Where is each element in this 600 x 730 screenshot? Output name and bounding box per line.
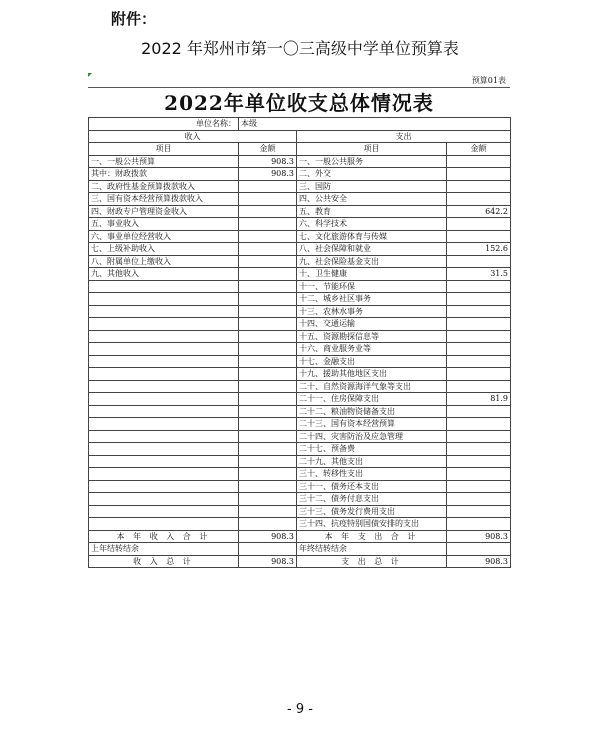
expense-amount-cell xyxy=(447,480,511,493)
income-amount-cell xyxy=(239,293,297,306)
expense-amount-cell xyxy=(447,180,511,193)
page-number: - 9 - xyxy=(287,702,313,717)
table-row xyxy=(89,155,511,168)
carry-out-amount xyxy=(447,543,511,556)
expense-item-cell: 十七、金融支出 xyxy=(297,355,447,368)
expense-item-cell: 六、科学技术 xyxy=(297,218,447,231)
expense-item-cell: 三十、转移性支出 xyxy=(297,468,447,481)
expense-amount-cell: 152.6 xyxy=(447,243,511,256)
income-item-cell: 一、一般公共预算 xyxy=(89,155,239,168)
income-item-cell xyxy=(89,293,239,306)
expense-item-cell: 三、国防 xyxy=(297,180,447,193)
income-amount-cell xyxy=(239,193,297,206)
expense-amount-cell xyxy=(447,493,511,506)
income-amount-cell xyxy=(239,518,297,531)
expense-item-cell: 十一、节能环保 xyxy=(297,280,447,293)
expense-item-cell: 十六、商业服务业等 xyxy=(297,343,447,356)
expense-item-cell: 二十九、其他支出 xyxy=(297,455,447,468)
income-item-cell xyxy=(89,280,239,293)
table-row xyxy=(89,368,511,381)
expense-amount-cell xyxy=(447,418,511,431)
carry-in-label: 上年结转结余 xyxy=(89,543,239,556)
table-row xyxy=(89,168,511,181)
income-amount-cell xyxy=(239,330,297,343)
expense-item-cell: 二十一、住房保障支出 xyxy=(297,393,447,406)
income-item-cell xyxy=(89,330,239,343)
income-total-amount: 908.3 xyxy=(239,555,297,568)
income-item-cell: 五、事业收入 xyxy=(89,218,239,231)
income-amount-cell xyxy=(239,443,297,456)
expense-amount-cell xyxy=(447,443,511,456)
expense-amount-cell xyxy=(447,343,511,356)
table-row xyxy=(89,180,511,193)
budget-sheet xyxy=(88,73,510,623)
income-item-cell xyxy=(89,480,239,493)
column-header-row xyxy=(89,143,511,156)
income-amount-cell: 908.3 xyxy=(239,155,297,168)
table-title: 2022年单位收支总体情况表 xyxy=(88,87,510,118)
unit-value: 本级 xyxy=(239,118,511,131)
expense-item-cell: 二十、自然资源海洋气象等支出 xyxy=(297,380,447,393)
carry-over-row xyxy=(89,543,511,556)
expense-item-cell: 十九、援助其他地区支出 xyxy=(297,368,447,381)
income-amount-cell xyxy=(239,268,297,281)
income-item-cell: 六、事业单位经营收入 xyxy=(89,230,239,243)
carry-in-amount xyxy=(239,543,297,556)
table-row xyxy=(89,493,511,506)
table-row xyxy=(89,518,511,531)
expense-item-cell: 一、一般公共服务 xyxy=(297,155,447,168)
expense-amount-cell xyxy=(447,280,511,293)
income-item-cell xyxy=(89,318,239,331)
income-amount-cell xyxy=(239,493,297,506)
income-item-cell: 其中：财政拨款 xyxy=(89,168,239,181)
income-amount-cell xyxy=(239,318,297,331)
expense-item-cell: 十、卫生健康 xyxy=(297,268,447,281)
expense-item-cell: 五、教育 xyxy=(297,205,447,218)
expense-item-cell: 四、公共安全 xyxy=(297,193,447,206)
expense-amount-cell xyxy=(447,305,511,318)
income-amount-cell xyxy=(239,393,297,406)
table-row xyxy=(89,505,511,518)
income-amount-cell xyxy=(239,468,297,481)
income-item-cell: 三、国有资本经营预算拨款收入 xyxy=(89,193,239,206)
expense-amount-cell xyxy=(447,293,511,306)
year-total-row xyxy=(89,530,511,543)
expense-item-header: 项目 xyxy=(297,143,447,156)
expense-item-cell: 二十二、粮油物资储备支出 xyxy=(297,405,447,418)
expense-amount-cell xyxy=(447,405,511,418)
expense-amount-cell xyxy=(447,318,511,331)
table-row xyxy=(89,193,511,206)
table-row xyxy=(89,230,511,243)
expense-amount-cell xyxy=(447,430,511,443)
income-amount-cell xyxy=(239,205,297,218)
income-item-cell: 八、附属单位上缴收入 xyxy=(89,255,239,268)
expense-item-cell: 三十一、债务还本支出 xyxy=(297,480,447,493)
income-item-cell xyxy=(89,393,239,406)
income-item-cell xyxy=(89,405,239,418)
expense-amount-cell: 642.2 xyxy=(447,205,511,218)
table-row xyxy=(89,405,511,418)
expense-item-cell: 三十二、债务付息支出 xyxy=(297,493,447,506)
expense-item-cell: 二、外交 xyxy=(297,168,447,181)
income-item-cell xyxy=(89,518,239,531)
form-code: 预算01表 xyxy=(471,76,506,85)
income-amount-cell xyxy=(239,505,297,518)
table-row xyxy=(89,443,511,456)
income-item-cell: 四、财政专户管理资金收入 xyxy=(89,205,239,218)
expense-amount-cell xyxy=(447,230,511,243)
expense-item-cell: 七、文化旅游体育与传媒 xyxy=(297,230,447,243)
income-amount-cell xyxy=(239,380,297,393)
income-item-cell xyxy=(89,355,239,368)
table-row xyxy=(89,280,511,293)
expense-amount-header: 金额 xyxy=(447,143,511,156)
expense-amount-cell: 31.5 xyxy=(447,268,511,281)
income-item-cell xyxy=(89,368,239,381)
expense-total-amount: 908.3 xyxy=(447,555,511,568)
expense-amount-cell xyxy=(447,155,511,168)
income-item-cell xyxy=(89,305,239,318)
expense-item-cell: 十五、资源勘探信息等 xyxy=(297,330,447,343)
income-year-total-amount: 908.3 xyxy=(239,530,297,543)
expense-year-total-amount: 908.3 xyxy=(447,530,511,543)
expense-item-cell: 九、社会保险基金支出 xyxy=(297,255,447,268)
income-amount-cell xyxy=(239,243,297,256)
table-row xyxy=(89,393,511,406)
table-row xyxy=(89,255,511,268)
unit-label: 单位名称： xyxy=(89,118,239,131)
unit-row xyxy=(89,118,511,131)
expense-amount-cell xyxy=(447,380,511,393)
income-item-cell xyxy=(89,493,239,506)
income-amount-cell xyxy=(239,180,297,193)
expense-amount-cell xyxy=(447,193,511,206)
income-item-cell xyxy=(89,430,239,443)
table-row xyxy=(89,418,511,431)
expense-total-label: 支 出 总 计 xyxy=(297,555,447,568)
table-row xyxy=(89,293,511,306)
income-amount-cell xyxy=(239,255,297,268)
table-row xyxy=(89,318,511,331)
income-amount-cell xyxy=(239,418,297,431)
income-item-cell xyxy=(89,443,239,456)
income-year-total-label: 本 年 收 入 合 计 xyxy=(89,530,239,543)
table-row xyxy=(89,430,511,443)
income-amount-cell xyxy=(239,355,297,368)
expense-item-cell: 二十三、国有资本经营预算 xyxy=(297,418,447,431)
expense-item-cell: 三十三、债务发行费用支出 xyxy=(297,505,447,518)
table-row xyxy=(89,268,511,281)
income-amount-cell xyxy=(239,305,297,318)
expense-year-total-label: 本 年 支 出 合 计 xyxy=(297,530,447,543)
income-item-cell xyxy=(89,343,239,356)
table-row xyxy=(89,330,511,343)
income-item-cell: 九、其他收入 xyxy=(89,268,239,281)
income-amount-cell: 908.3 xyxy=(239,168,297,181)
carry-out-label: 年终结转结余 xyxy=(297,543,447,556)
table-row xyxy=(89,355,511,368)
expense-amount-cell xyxy=(447,368,511,381)
income-amount-cell xyxy=(239,218,297,231)
expense-amount-cell xyxy=(447,468,511,481)
income-amount-header: 金额 xyxy=(239,143,297,156)
table-row xyxy=(89,205,511,218)
income-item-header: 项目 xyxy=(89,143,239,156)
income-amount-cell xyxy=(239,430,297,443)
expense-item-cell: 八、社会保障和就业 xyxy=(297,243,447,256)
table-row xyxy=(89,455,511,468)
income-total-label: 收 入 总 计 xyxy=(89,555,239,568)
table-row xyxy=(89,480,511,493)
income-item-cell: 二、政府性基金预算拨款收入 xyxy=(89,180,239,193)
expense-item-cell: 十四、交通运输 xyxy=(297,318,447,331)
table-row xyxy=(89,343,511,356)
expense-amount-cell xyxy=(447,505,511,518)
income-header: 收入 xyxy=(89,130,297,143)
expense-item-cell: 二十四、灾害防治及应急管理 xyxy=(297,430,447,443)
income-amount-cell xyxy=(239,230,297,243)
income-item-cell xyxy=(89,380,239,393)
expense-amount-cell xyxy=(447,455,511,468)
expense-item-cell: 十二、城乡社区事务 xyxy=(297,293,447,306)
expense-amount-cell xyxy=(447,518,511,531)
table-row xyxy=(89,243,511,256)
document-title: 2022 年郑州市第一〇三高级中学单位预算表 xyxy=(141,39,459,58)
income-item-cell xyxy=(89,505,239,518)
income-amount-cell xyxy=(239,405,297,418)
table-row xyxy=(89,218,511,231)
expense-amount-cell: 81.9 xyxy=(447,393,511,406)
cell-marker-icon xyxy=(88,73,92,77)
expense-amount-cell xyxy=(447,255,511,268)
expense-amount-cell xyxy=(447,218,511,231)
table-row xyxy=(89,305,511,318)
attachment-label: 附件： xyxy=(111,10,157,28)
income-item-cell: 七、上级补助收入 xyxy=(89,243,239,256)
income-amount-cell xyxy=(239,343,297,356)
income-amount-cell xyxy=(239,280,297,293)
income-item-cell xyxy=(89,418,239,431)
expense-item-cell: 二十七、预备费 xyxy=(297,443,447,456)
income-item-cell xyxy=(89,455,239,468)
expense-header: 支出 xyxy=(297,130,511,143)
expense-item-cell: 十三、农林水事务 xyxy=(297,305,447,318)
income-expense-table xyxy=(88,117,511,568)
income-amount-cell xyxy=(239,480,297,493)
income-amount-cell xyxy=(239,455,297,468)
section-header-row xyxy=(89,130,511,143)
expense-amount-cell xyxy=(447,355,511,368)
expense-item-cell: 三十四、抗疫特别国债安排的支出 xyxy=(297,518,447,531)
grand-total-row xyxy=(89,555,511,568)
table-row xyxy=(89,380,511,393)
income-amount-cell xyxy=(239,368,297,381)
income-item-cell xyxy=(89,468,239,481)
expense-amount-cell xyxy=(447,330,511,343)
table-row xyxy=(89,468,511,481)
expense-amount-cell xyxy=(447,168,511,181)
